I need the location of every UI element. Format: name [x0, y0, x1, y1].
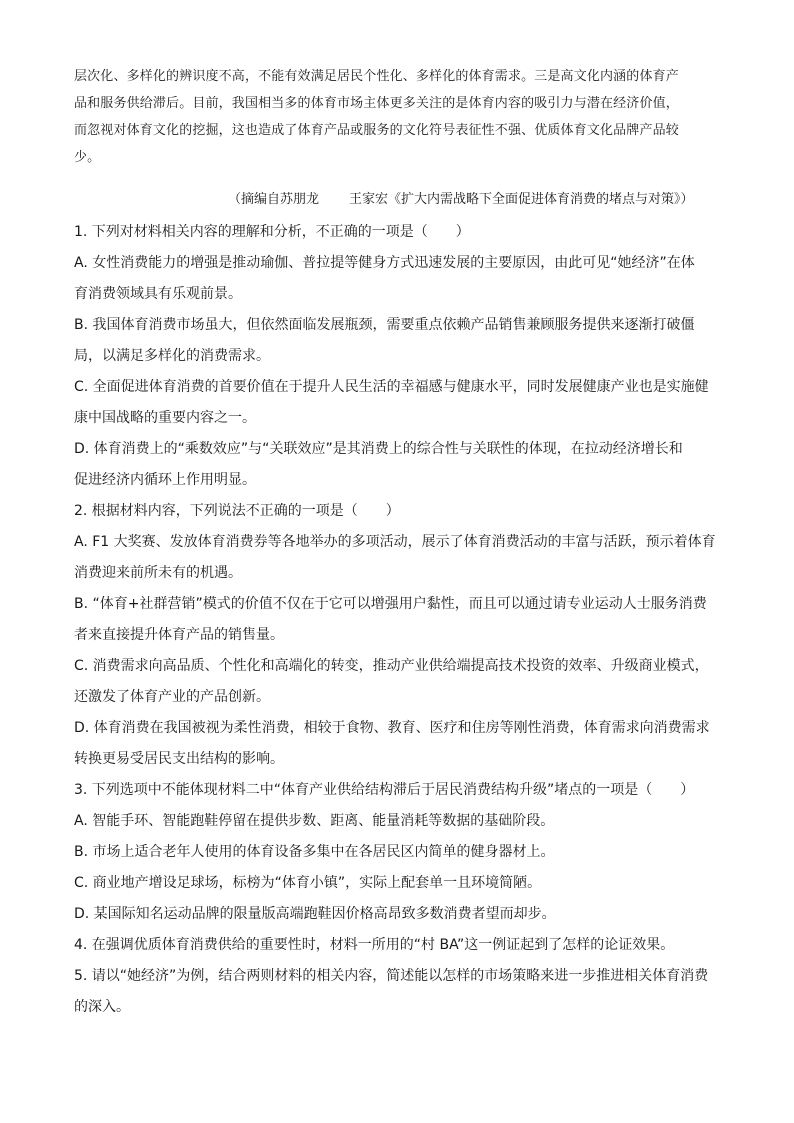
- question-3-option-a: A. 智能手环、智能跑鞋停留在提供步数、距离、能量消耗等数据的基础阶段。: [74, 813, 555, 829]
- question-2-option-d-cont: 转换更易受居民支出结构的影响。: [74, 751, 284, 767]
- question-5-stem-cont: 的深入。: [74, 999, 130, 1015]
- question-4-stem: 4. 在强调优质体育消费供给的重要性时，材料一所用的“村 BA”这一例证起到了怎样的论证效果。: [74, 937, 675, 953]
- question-2-option-b: B. “体育+社群营销”模式的价值不仅在于它可以增强用户黏性，而且可以通过请专业运动人士服务消费: [74, 596, 707, 612]
- question-3-stem: 3. 下列选项中不能体现材料二中“体育产业供给结构滞后于居民消费结构升级”堵点的一项是（ ）: [74, 782, 695, 798]
- passage-excerpt: [74, 63, 724, 171]
- question-3-option-d: D. 某国际知名运动品牌的限量版高端跑鞋因价格高昂致多数消费者望而却步。: [74, 906, 556, 922]
- question-2-option-a-cont: 消费迎来前所未有的机遇。: [74, 565, 242, 581]
- question-5-stem: 5. 请以“她经济”为例，结合两则材料的相关内容，简述能以怎样的市场策略来进一步推进相关体育消费: [74, 968, 709, 984]
- question-2-option-b-cont: 者来直接提升体育产品的销售量。: [74, 627, 284, 643]
- question-1-option-b: B. 我国体育消费市场虽大，但依然面临发展瓶颈，需要重点依赖产品销售兼顾服务提供来逐渐打破僵: [74, 317, 695, 333]
- question-2-stem: 2. 根据材料内容，下列说法不正确的一项是（ ）: [74, 503, 400, 519]
- source-citation-part2: 王家宏《扩大内需战略下全面促进体育消费的堵点与对策》）: [349, 192, 694, 207]
- passage-line: 少。: [74, 150, 101, 165]
- question-1-option-d: D. 体育消费上的“乘数效应”与“关联效应”是其消费上的综合性与关联性的体现，在拉动经济增长和: [74, 441, 683, 457]
- question-3-option-b: B. 市场上适合老年人使用的体育设备多集中在各居民区内简单的健身器材上。: [74, 844, 555, 860]
- question-1-stem: 1. 下列对材料相关内容的理解和分析，不正确的一项是（ ）: [74, 224, 470, 240]
- question-1-option-d-cont: 促进经济内循环上作用明显。: [74, 472, 256, 488]
- question-1-option-b-cont: 局，以满足多样化的消费需求。: [74, 348, 270, 364]
- question-2-option-c-cont: 还激发了体育产业的产品创新。: [74, 689, 270, 705]
- question-1-option-a-cont: 育消费领域具有乐观前景。: [74, 286, 242, 302]
- passage-line: 层次化、多样化的辨识度不高，不能有效满足居民个性化、多样化的体育需求。三是高文化内涵的体育产: [74, 69, 679, 84]
- question-1-option-a: A. 女性消费能力的增强是推动瑜伽、普拉提等健身方式迅速发展的主要原因，由此可见“她经济”在体: [74, 255, 695, 271]
- question-1-option-c: C. 全面促进体育消费的首要价值在于提升人民生活的幸福感与健康水平，同时发展健康产业也是实施健: [74, 379, 709, 395]
- question-2-option-a: A. F1 大奖赛、发放体育消费券等各地举办的多项活动，展示了体育消费活动的丰富与活跃，预示着体育: [74, 534, 716, 550]
- question-2-option-d: D. 体育消费在我国被视为柔性消费，相较于食物、教育、医疗和住房等刚性消费，体育需求向消费需求: [74, 720, 710, 736]
- source-citation: [228, 188, 694, 207]
- question-1-option-c-cont: 康中国战略的重要内容之一。: [74, 410, 256, 426]
- question-2-option-c: C. 消费需求向高品质、个性化和高端化的转变，推动产业供给端提高技术投资的效率、升级商业模式，: [74, 658, 709, 674]
- question-list: [74, 222, 724, 1028]
- source-citation-part1: （摘编自苏朋龙: [228, 192, 320, 207]
- passage-line: 品和服务供给滞后。目前，我国相当多的体育市场主体更多关注的是体育内容的吸引力与潜在经济价值，: [74, 96, 679, 111]
- question-3-option-c: C. 商业地产增设足球场，标榜为“体育小镇”，实际上配套单一且环境简陋。: [74, 875, 542, 891]
- passage-line: 而忽视对体育文化的挖掘，这也造成了体育产品或服务的文化符号表征性不强、优质体育文化品牌产品较: [74, 123, 679, 138]
